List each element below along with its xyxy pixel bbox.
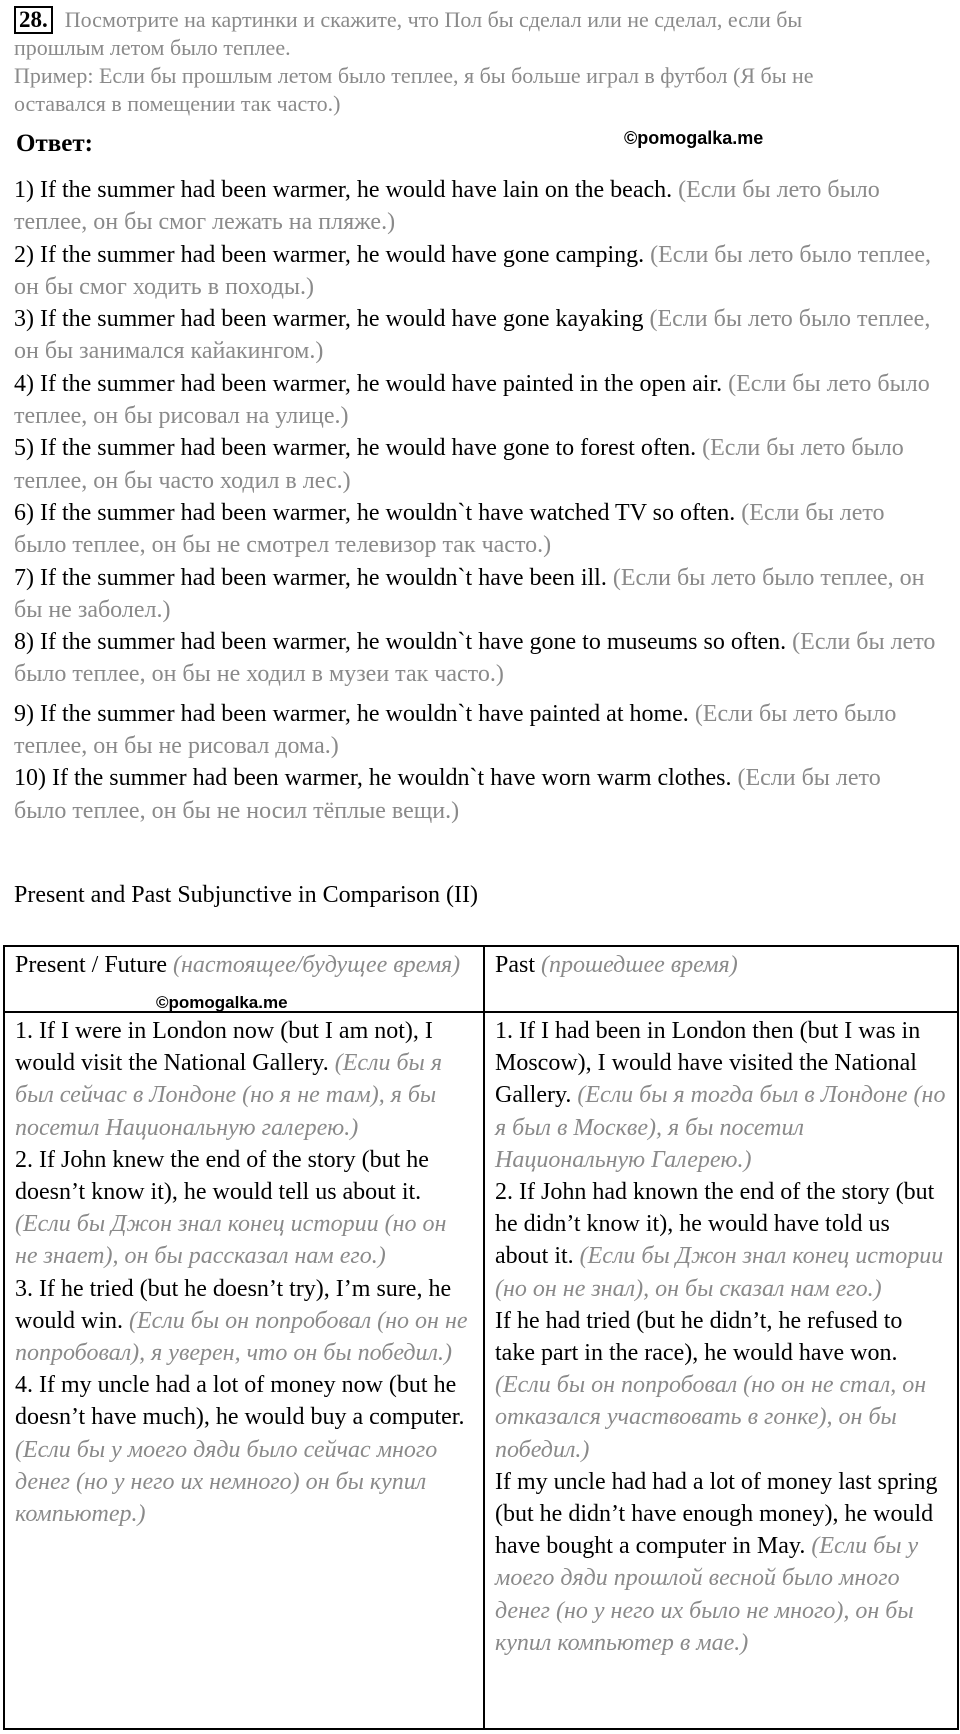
example-item — [15, 1144, 473, 1273]
column-header-translation: (прошедшее время) — [541, 952, 738, 978]
example-item — [15, 1015, 473, 1144]
answer-english: 10) If the summer had been warmer, he wouldn`t have worn warm clothes. — [14, 765, 732, 792]
task-instruction-line2: прошлым летом было теплее. — [14, 35, 291, 60]
answer-item — [14, 432, 939, 497]
example-translation: (Если бы у моего дяди прошлой весной было много денег (но у него их было не много), он бы купил компьютер в мае.) — [495, 1533, 919, 1656]
answer-item — [14, 762, 939, 827]
answer-english: 5) If the summer had been warmer, he would have gone to forest often. — [14, 435, 697, 462]
answer-english: 1) If the summer had been warmer, he would have lain on the beach. — [14, 177, 673, 203]
example-english: 3. If he tried (but he doesn’t try), I’m sure, he would win. — [15, 1275, 452, 1334]
answer-translation: (Если бы лето было теплее, он бы рисовал на улице.) — [14, 370, 930, 430]
answer-item — [14, 174, 939, 239]
answer-english: 9) If the summer had been warmer, he wouldn`t have painted at home. — [14, 700, 689, 727]
watermark: ©pomogalka.me — [624, 128, 764, 148]
answer-english: 2) If the summer had been warmer, he would have gone camping. — [14, 241, 645, 268]
answer-item — [14, 303, 939, 368]
answer-heading: Ответ: — [16, 130, 93, 157]
answer-item — [14, 562, 939, 627]
example-translation: (Если бы Джон знал конец истории (но он не знает), он бы рассказал нам его.) — [15, 1211, 447, 1270]
answer-english: 4) If the summer had been warmer, he would have painted in the open air. — [14, 370, 723, 397]
answer-english: 3) If the summer had been warmer, he would have gone kayaking — [14, 306, 644, 333]
example-translation: (Если бы он попробовал (но он не стал, он отказался участвовать в гонке), он бы победил.) — [495, 1372, 927, 1463]
example-item — [495, 1176, 947, 1305]
task-statement — [14, 6, 934, 118]
example-english: 2. If John had known the end of the story (but he didn’t know it), he would have told us about it. — [495, 1179, 935, 1270]
answer-english: 6) If the summer had been warmer, he wouldn`t have watched TV so often. — [14, 499, 736, 526]
example-item — [495, 1305, 947, 1466]
example-english: If my uncle had had a lot of money last spring (but he didn’t have enough money), he would have bought a computer in May. — [495, 1468, 938, 1560]
example-english: 1. If I had been in London then (but I was in Moscow), I would have visited the National Gallery. — [495, 1018, 921, 1109]
answer-item — [14, 698, 939, 763]
example-translation: (Если бы я тогда был в Лондоне (но я был в Москве), я бы посетил Национальную Галерею.) — [495, 1082, 946, 1173]
answer-translation: (Если бы лето было теплее, он бы смог лежать на пляже.) — [14, 177, 880, 236]
column-present-examples — [4, 1012, 484, 1729]
example-item — [15, 1369, 473, 1530]
watermark: ©pomogalka.me — [156, 993, 288, 1012]
table-header-row — [4, 946, 958, 1012]
task-example-line2: оставался в помещении так часто.) — [14, 91, 341, 116]
answer-translation: (Если бы лето было теплее, он бы занимался кайакингом.) — [14, 306, 931, 365]
answer-item — [14, 497, 939, 562]
example-translation: (Если бы он попробовал (но он не попробовал), я уверен, что он бы победил.) — [15, 1307, 468, 1367]
example-english: 4. If my uncle had a lot of money now (but he doesn’t have much), he would buy a computer. — [15, 1372, 465, 1431]
example-translation: (Если бы я был сейчас в Лондоне (но я не там), я бы посетил Национальную галерею.) — [15, 1050, 442, 1141]
example-item — [15, 1273, 473, 1370]
answer-item — [14, 626, 939, 691]
example-translation: (Если бы у моего дяди было сейчас много денег (но у него их немного) он бы купил компьютер.) — [15, 1436, 438, 1528]
answer-translation: (Если бы лето было теплее, он бы не ходил в музеи так часто.) — [14, 629, 936, 688]
example-english: 2. If John knew the end of the story (but he doesn’t know it), he would tell us about it. — [15, 1146, 429, 1206]
example-english: If he had tried (but he didn’t, he refused to take part in the race), he would have won. — [495, 1307, 903, 1367]
answer-english: 8) If the summer had been warmer, he wouldn`t have gone to museums so often. — [14, 629, 787, 656]
column-header-label: Present / Future — [15, 952, 167, 978]
example-item — [495, 1015, 947, 1176]
task-number: 28. — [14, 6, 53, 34]
answer-translation: (Если бы лето было теплее, он бы не заболел.) — [14, 564, 925, 623]
column-past-examples — [484, 1012, 958, 1729]
answer-item — [14, 239, 939, 304]
answer-item — [14, 368, 939, 433]
answer-translation: (Если бы лето было теплее, он бы часто ходил в лес.) — [14, 435, 904, 494]
column-header-past — [484, 946, 958, 1012]
example-english: 1. If I were in London now (but I am not), I would visit the National Gallery. — [15, 1018, 433, 1077]
example-item — [495, 1466, 947, 1659]
column-header-label: Past — [495, 952, 536, 978]
table-body-row — [4, 1012, 958, 1729]
answer-list — [14, 174, 939, 827]
answer-translation: (Если бы лето было теплее, он бы не носил тёплые вещи.) — [14, 765, 881, 824]
section-title: Present and Past Subjunctive in Comparison (II) — [14, 882, 478, 908]
answer-translation: (Если бы лето было теплее, он бы не смотрел телевизор так часто.) — [14, 499, 885, 559]
example-translation: (Если бы Джон знал конец истории (но он не знал), он бы сказал нам его.) — [495, 1243, 944, 1302]
answer-english: 7) If the summer had been warmer, he wouldn`t have been ill. — [14, 564, 607, 591]
answer-translation: (Если бы лето было теплее, он бы не рисовал дома.) — [14, 700, 897, 760]
comparison-table — [3, 945, 959, 1730]
task-example-line1: Пример: Если бы прошлым летом было теплее, я бы больше играл в футбол (Я бы не — [14, 63, 814, 88]
column-header-translation: (настоящее/будущее время) — [172, 952, 461, 978]
task-instruction-line1: Посмотрите на картинки и скажите, что Пол бы сделал или не сделал, если бы — [64, 7, 803, 32]
answer-translation: (Если бы лето было теплее, он бы смог ходить в походы.) — [14, 241, 931, 300]
